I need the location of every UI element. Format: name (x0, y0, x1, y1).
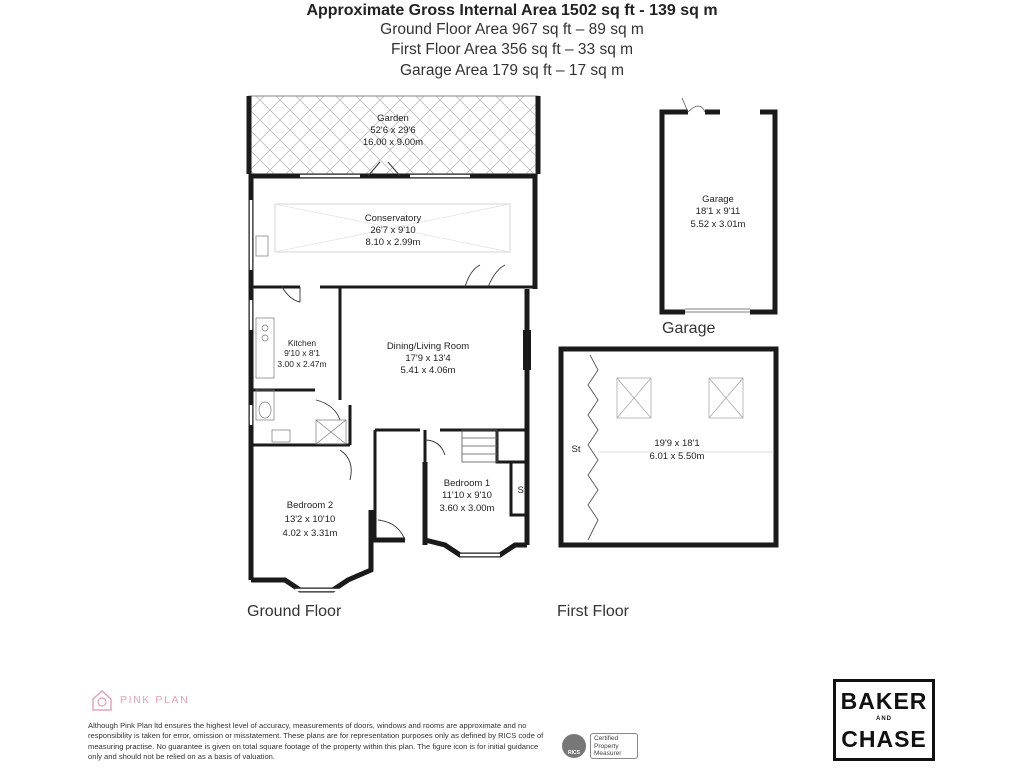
conservatory-metric: 8.10 x 2.99m (365, 237, 421, 248)
bedroom1-name: Bedroom 1 (443, 478, 491, 489)
kitchen-name: Kitchen (287, 338, 317, 348)
roof-windows (617, 378, 743, 418)
garage-floor-label: Garage (662, 320, 716, 337)
bedroom2-imperial: 13'2 x 10'10 (284, 514, 336, 525)
pink-plan-name: PINK PLAN (120, 694, 190, 706)
dining-name: Dining/Living Room (386, 341, 470, 352)
dining-imperial: 17'9 x 13'4 (405, 353, 451, 364)
chimney-breast (523, 330, 531, 370)
storage-label-first: St (571, 444, 581, 455)
garage-door (682, 98, 750, 312)
garden-imperial: 52'6 x 29'6 (370, 125, 416, 136)
storage-label-ground: St (517, 485, 527, 496)
first-room-metric: 6.01 x 5.50m (649, 451, 705, 462)
rics-badge (562, 733, 642, 761)
logo-word-and: AND (876, 716, 892, 722)
bedroom1-imperial: 11'10 x 9'10 (442, 490, 492, 501)
garage-area: Garage Area 179 sq ft – 17 sq m (399, 62, 625, 79)
kitchen-imperial: 9'10 x 8'1 (284, 348, 320, 358)
garage-metric: 5.52 x 3.01m (690, 219, 746, 230)
garden-metric: 16.00 x 9.00m (362, 137, 424, 148)
first-room-imperial: 19'9 x 18'1 (654, 438, 700, 449)
disclaimer-text: Although Pink Plan ltd ensures the highest level of accuracy, measurements of doors, windows and rooms are approximate and no responsibility is taken for error, omission or misstatement. These plans are for representation purposes only as defined by RICS code of measuring practise. No guarantee is given on total square footage of the property within this plan. The figure icon is for initial guidance only and should not be relied on as a basis of valuation. (88, 721, 544, 761)
baker-chase-logo (833, 679, 935, 761)
staircase (462, 430, 497, 462)
kitchen-metric: 3.00 x 2.47m (277, 359, 327, 369)
conservatory-imperial: 26'7 x 9'10 (370, 225, 416, 236)
garden-name: Garden (377, 113, 409, 124)
logo-word-baker: BAKER (840, 688, 928, 714)
pink-plan-logo (90, 688, 190, 717)
bedroom1-metric: 3.60 x 3.00m (439, 503, 495, 514)
ground-floor-area: Ground Floor Area 967 sq ft – 89 sq m (380, 21, 644, 38)
bedroom2-name: Bedroom 2 (286, 500, 334, 511)
conservatory-name: Conservatory (364, 213, 422, 224)
house-icon (90, 688, 114, 712)
rics-name: RICS (568, 750, 580, 756)
logo-word-chase: CHASE (841, 726, 927, 752)
first-floor-area: First Floor Area 356 sq ft – 33 sq m (390, 41, 634, 58)
ground-floor-label: Ground Floor (247, 603, 342, 620)
rics-certified: Certified Property Measurer (590, 733, 638, 759)
first-floor-label: First Floor (557, 603, 629, 620)
dining-metric: 5.41 x 4.06m (400, 365, 456, 376)
page-title: Approximate Gross Internal Area 1502 sq ft - 139 sq m (306, 2, 718, 19)
garage-name: Garage (702, 194, 734, 205)
garage-imperial: 18'1 x 9'11 (695, 206, 741, 217)
bedroom2-metric: 4.02 x 3.31m (282, 528, 338, 539)
